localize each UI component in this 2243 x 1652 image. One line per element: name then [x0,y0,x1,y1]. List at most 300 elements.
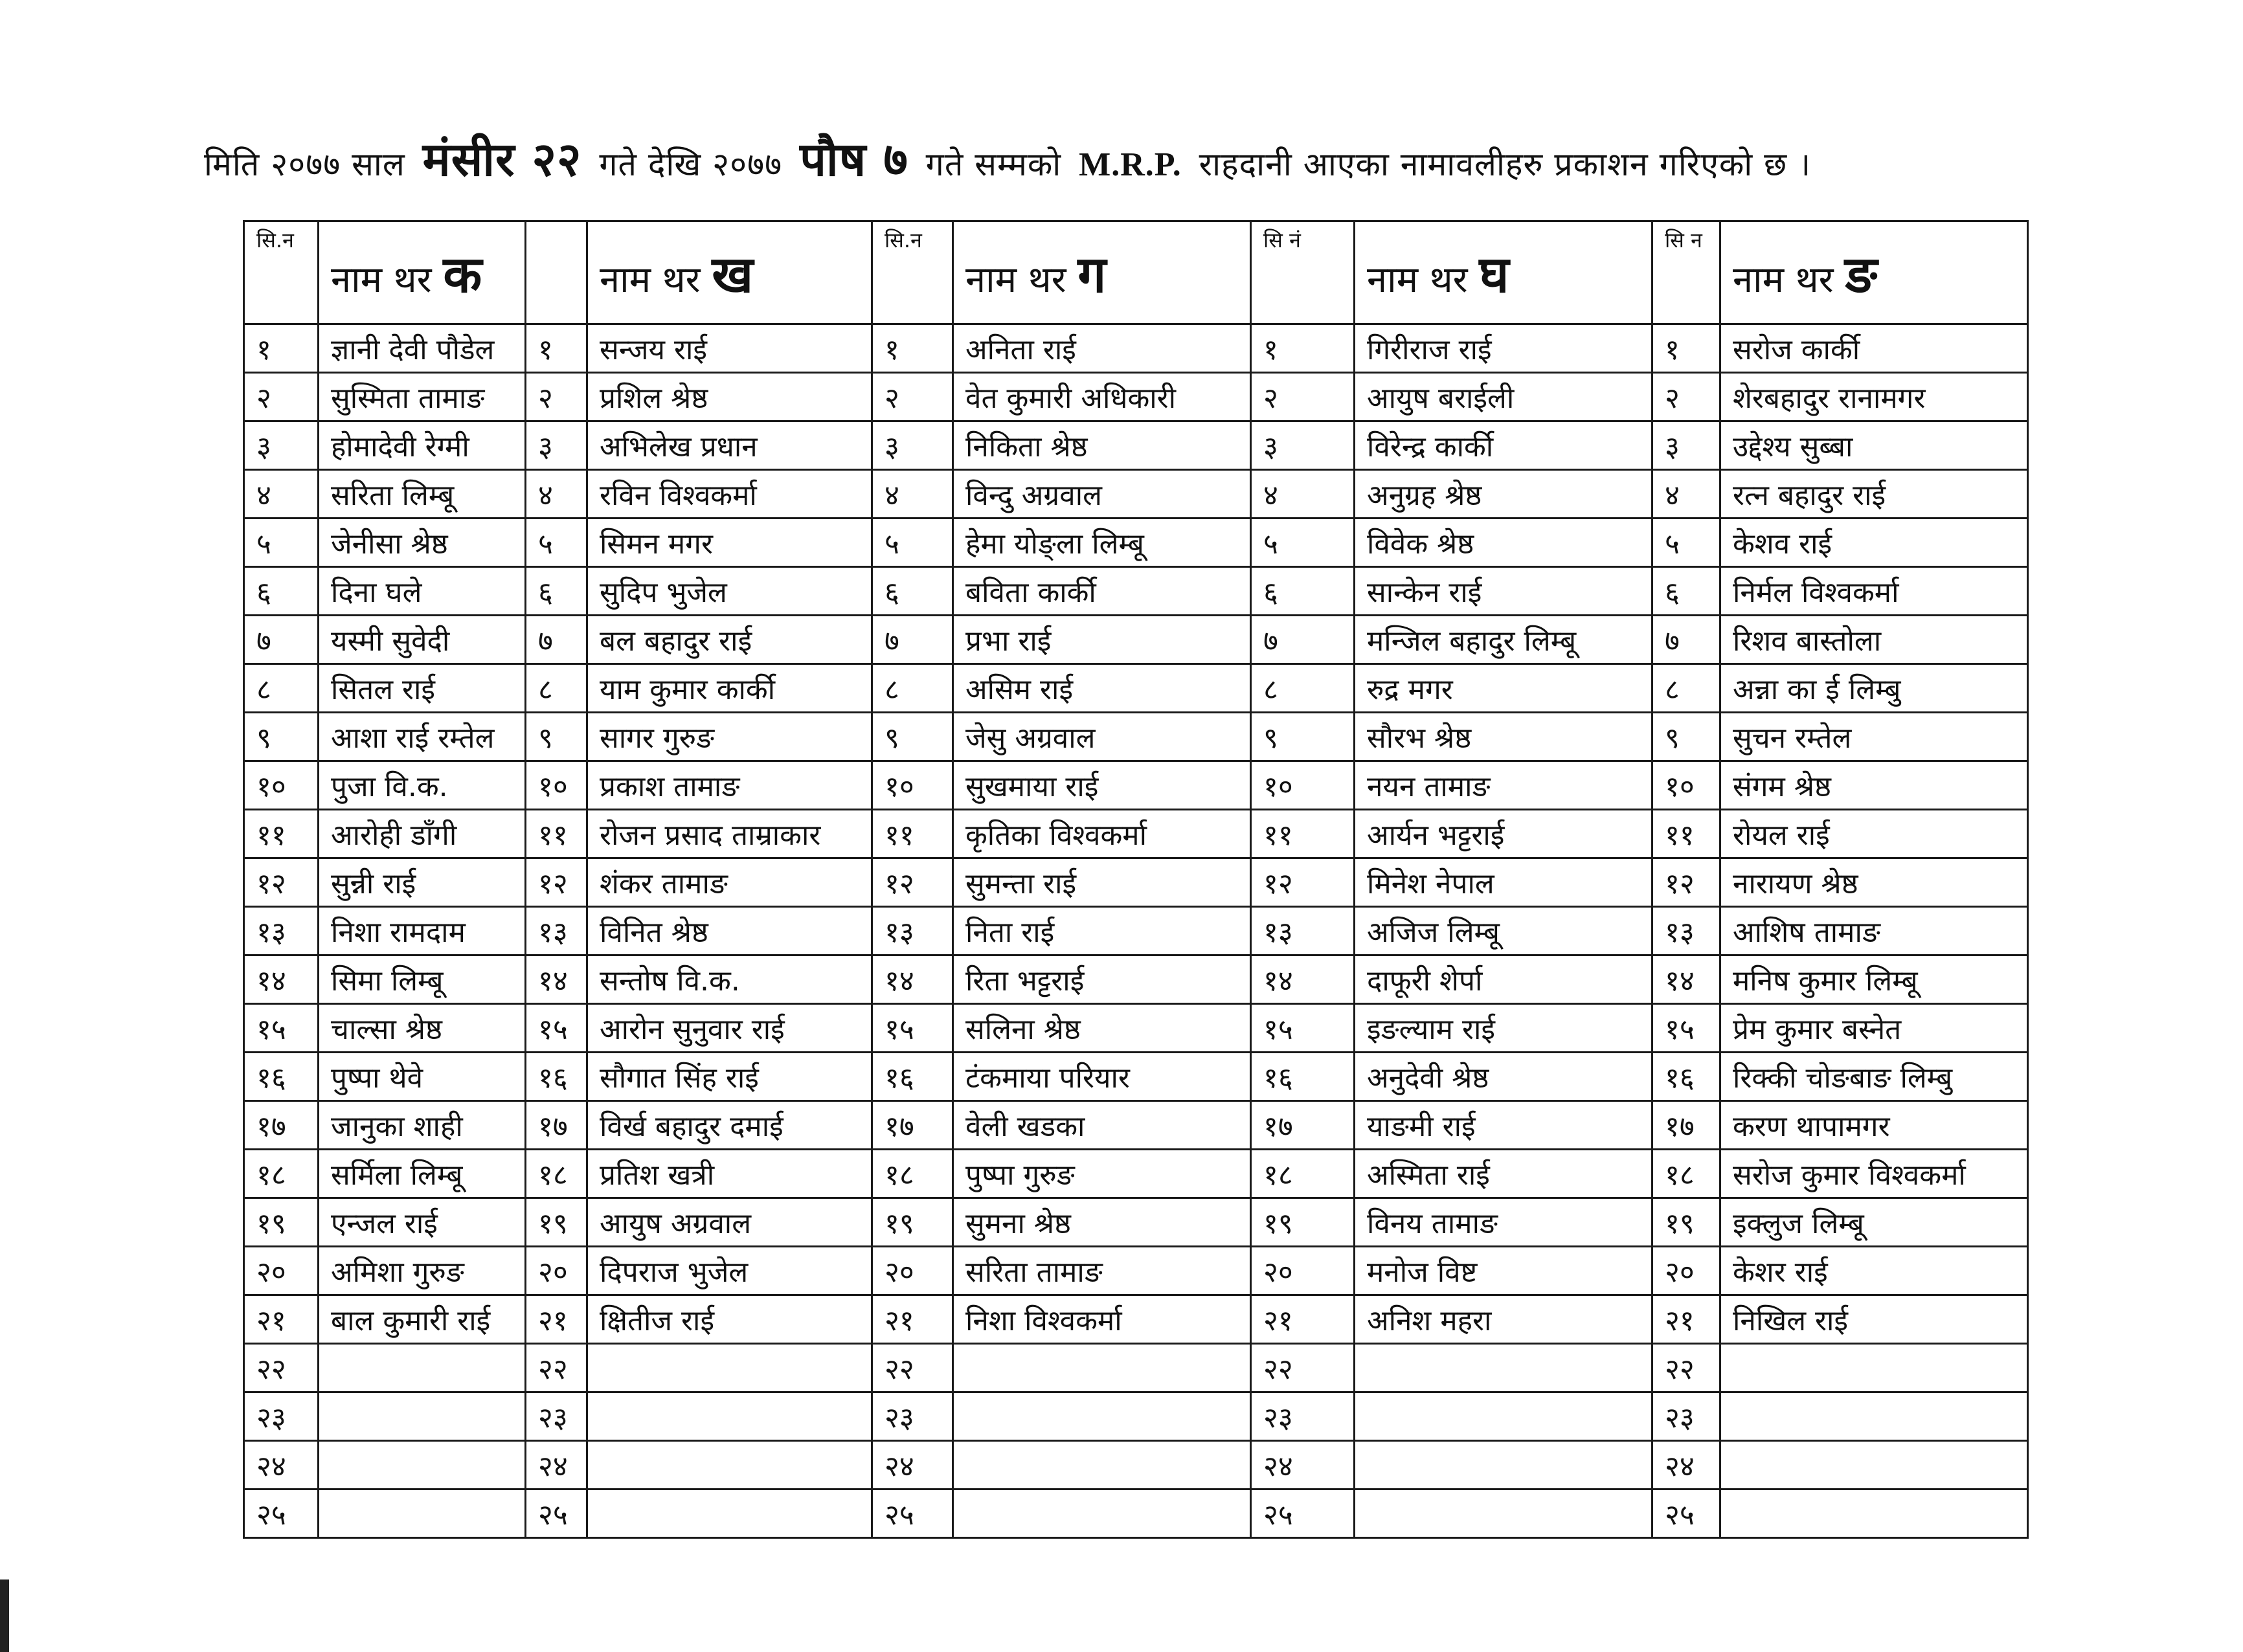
serial-number-cell: ११ [872,810,953,858]
serial-number-cell: १८ [526,1150,587,1198]
name-cell [1355,1441,1652,1490]
serial-number-cell: १४ [872,955,953,1004]
name-cell [319,1441,526,1490]
serial-number-cell: ४ [1652,470,1720,519]
serial-header: सि.न [872,221,953,324]
serial-number-cell: १९ [1652,1198,1720,1247]
name-cell: सुस्मिता तामाङ [319,373,526,421]
name-cell: इङल्याम राई [1355,1004,1652,1053]
serial-number-cell: १७ [1251,1101,1355,1150]
name-cell: केशर राई [1720,1247,2028,1295]
table-row [244,1295,2028,1344]
serial-number-cell: ८ [1251,664,1355,713]
serial-number-cell: २२ [872,1344,953,1392]
name-cell: दाफूरी शेर्पा [1355,955,1652,1004]
serial-number-cell: ९ [872,713,953,761]
name-cell: बविता कार्की [953,567,1251,616]
serial-header: सि न [1652,221,1720,324]
serial-number-cell: ८ [1652,664,1720,713]
name-cell: याम कुमार कार्की [587,664,872,713]
name-cell: सिमा लिम्बू [319,955,526,1004]
name-cell: हेमा योङ्ला लिम्बू [953,519,1251,567]
notice-heading [204,126,2147,190]
serial-number-cell: १२ [526,858,587,907]
serial-header: सि नं [1251,221,1355,324]
name-cell: अभिलेख प्रधान [587,421,872,470]
serial-number-cell: १५ [1251,1004,1355,1053]
name-cell: दिना घले [319,567,526,616]
serial-number-cell: १६ [872,1053,953,1101]
name-cell: सुदिप भुजेल [587,567,872,616]
name-cell: करण थापामगर [1720,1101,2028,1150]
serial-number-cell: १२ [244,858,319,907]
serial-number-cell: २० [1652,1247,1720,1295]
name-header-label: नाम थर [600,259,701,301]
name-cell: सौरभ श्रेष्ठ [1355,713,1652,761]
serial-number-cell: २० [1251,1247,1355,1295]
serial-number-cell: २४ [1251,1441,1355,1490]
name-cell: प्रेम कुमार बस्नेत [1720,1004,2028,1053]
name-cell: आरोन सुनुवार राई [587,1004,872,1053]
name-cell [587,1392,872,1441]
name-cell: चाल्सा श्रेष्ठ [319,1004,526,1053]
name-cell: निकिता श्रेष्ठ [953,421,1251,470]
heading-suffix: गते सम्मको [925,146,1062,183]
table-row [244,324,2028,373]
serial-number-cell: ४ [872,470,953,519]
name-cell: अनिता राई [953,324,1251,373]
serial-number-cell: २२ [244,1344,319,1392]
table-body [244,324,2028,1538]
serial-number-cell: १० [1251,761,1355,810]
name-cell: पुजा वि.क. [319,761,526,810]
name-cell: प्रशिल श्रेष्ठ [587,373,872,421]
name-cell: अनुदेवी श्रेष्ठ [1355,1053,1652,1101]
name-cell: सुन्नी राई [319,858,526,907]
name-header [319,221,526,324]
name-cell: सुमना श्रेष्ठ [953,1198,1251,1247]
name-cell: बल बहादुर राई [587,616,872,664]
name-header-label: नाम थर [331,259,432,301]
name-cell: निर्मल विश्वकर्मा [1720,567,2028,616]
table-row [244,713,2028,761]
serial-number-cell: १८ [1251,1150,1355,1198]
name-cell [319,1392,526,1441]
serial-number-cell: ४ [1251,470,1355,519]
name-cell: आशिष तामाङ [1720,907,2028,955]
serial-number-cell: ७ [526,616,587,664]
name-cell: सन्जय राई [587,324,872,373]
serial-number-cell: १३ [872,907,953,955]
serial-number-cell: २१ [526,1295,587,1344]
name-cell: सलिना श्रेष्ठ [953,1004,1251,1053]
name-cell: वेत कुमारी अधिकारी [953,373,1251,421]
serial-number-cell: १४ [1652,955,1720,1004]
name-cell [587,1490,872,1538]
name-cell: सुमन्ता राई [953,858,1251,907]
serial-number-cell: १२ [872,858,953,907]
serial-number-cell: २० [872,1247,953,1295]
name-cell: दिपराज भुजेल [587,1247,872,1295]
name-cell: इक्लुज लिम्बू [1720,1198,2028,1247]
name-header-letter: ख [712,246,754,304]
serial-number-cell: २३ [1251,1392,1355,1441]
name-cell: रविन विश्वकर्मा [587,470,872,519]
table-row [244,519,2028,567]
table-header-row [244,221,2028,324]
name-cell: रुद्र मगर [1355,664,1652,713]
name-cell [1720,1392,2028,1441]
name-header-letter: घ [1479,246,1509,304]
table-row [244,1004,2028,1053]
serial-number-cell: १९ [872,1198,953,1247]
serial-number-cell: २५ [1652,1490,1720,1538]
name-cell [587,1344,872,1392]
name-cell: रोयल राई [1720,810,2028,858]
name-cell: आयुष बराईली [1355,373,1652,421]
heading-end-date: पौष ७ [800,132,908,186]
serial-number-cell: ९ [244,713,319,761]
serial-number-cell: १० [244,761,319,810]
passport-name-table [243,220,2029,1539]
serial-number-cell: ११ [526,810,587,858]
name-cell: जेनीसा श्रेष्ठ [319,519,526,567]
serial-number-cell: ५ [526,519,587,567]
name-cell: विनय तामाङ [1355,1198,1652,1247]
name-cell: सौगात सिंह राई [587,1053,872,1101]
name-cell: विनित श्रेष्ठ [587,907,872,955]
name-cell [953,1392,1251,1441]
name-cell: पुष्पा गुरुङ [953,1150,1251,1198]
name-cell: प्रतिश खत्री [587,1150,872,1198]
name-cell: टंकमाया परियार [953,1053,1251,1101]
serial-number-cell: २५ [526,1490,587,1538]
name-cell [319,1344,526,1392]
serial-number-cell: १ [526,324,587,373]
serial-number-cell: २२ [1652,1344,1720,1392]
serial-number-cell: १६ [1251,1053,1355,1101]
serial-number-cell: १६ [1652,1053,1720,1101]
table-row [244,810,2028,858]
serial-number-cell: २४ [872,1441,953,1490]
heading-prefix: मिति २०७७ साल [204,146,405,183]
heading-mrp: M.R.P. [1079,146,1182,183]
name-cell [1720,1344,2028,1392]
name-cell: सरोज कुमार विश्वकर्मा [1720,1150,2028,1198]
name-cell: मिनेश नेपाल [1355,858,1652,907]
name-cell [1355,1490,1652,1538]
serial-number-cell: १४ [244,955,319,1004]
serial-number-cell: १३ [526,907,587,955]
serial-number-cell: ३ [244,421,319,470]
name-cell: मनोज विष्ट [1355,1247,1652,1295]
name-cell: शेरबहादुर रानामगर [1720,373,2028,421]
table-row [244,1490,2028,1538]
serial-number-cell: २४ [526,1441,587,1490]
table-row [244,1101,2028,1150]
serial-number-cell: ११ [1652,810,1720,858]
name-cell: सुचन रम्तेल [1720,713,2028,761]
name-cell [319,1490,526,1538]
table-row [244,955,2028,1004]
name-cell: आर्यन भट्टराई [1355,810,1652,858]
name-cell: याङमी राई [1355,1101,1652,1150]
serial-number-cell: २ [872,373,953,421]
name-cell: सरिता तामाङ [953,1247,1251,1295]
name-cell: मनिष कुमार लिम्बू [1720,955,2028,1004]
name-cell: मन्जिल बहादुर लिम्बू [1355,616,1652,664]
name-cell [953,1490,1251,1538]
serial-number-cell: ९ [1652,713,1720,761]
name-cell: क्षितीज राई [587,1295,872,1344]
heading-tail: राहदानी आएका नामावलीहरु प्रकाशन गरिएको छ । [1199,146,1812,183]
name-cell: कृतिका विश्वकर्मा [953,810,1251,858]
heading-start-date: मंसीर २२ [422,132,582,186]
table-row [244,664,2028,713]
name-cell [1355,1344,1652,1392]
name-cell: एन्जल राई [319,1198,526,1247]
name-cell: सरोज कार्की [1720,324,2028,373]
serial-number-cell: २५ [1251,1490,1355,1538]
serial-number-cell: ५ [1652,519,1720,567]
name-cell: अन्ना का ई लिम्बु [1720,664,2028,713]
serial-number-cell: ११ [244,810,319,858]
name-header [587,221,872,324]
name-header-letter: ग [1077,246,1107,304]
name-cell: आयुष अग्रवाल [587,1198,872,1247]
serial-number-cell: १ [244,324,319,373]
name-cell: सिमन मगर [587,519,872,567]
serial-number-cell: ६ [1652,567,1720,616]
serial-number-cell: ७ [1251,616,1355,664]
name-header-label: नाम थर [1367,259,1468,301]
name-cell: निशा विश्वकर्मा [953,1295,1251,1344]
name-cell: विन्दु अग्रवाल [953,470,1251,519]
serial-number-cell: १५ [872,1004,953,1053]
serial-number-cell: ९ [526,713,587,761]
name-cell: अमिशा गुरुङ [319,1247,526,1295]
serial-number-cell: २३ [872,1392,953,1441]
serial-number-cell: ४ [526,470,587,519]
serial-number-cell: १० [526,761,587,810]
serial-number-cell: ७ [1652,616,1720,664]
name-header [953,221,1251,324]
name-cell [1355,1392,1652,1441]
name-cell: अजिज लिम्बू [1355,907,1652,955]
serial-number-cell: २ [526,373,587,421]
serial-number-cell: १३ [1652,907,1720,955]
serial-number-cell: १४ [526,955,587,1004]
name-cell: सितल राई [319,664,526,713]
table-row [244,1392,2028,1441]
name-cell: रिक्की चोङबाङ लिम्बु [1720,1053,2028,1101]
name-cell: आरोही डाँगी [319,810,526,858]
serial-number-cell: २३ [1652,1392,1720,1441]
serial-number-cell: १३ [1251,907,1355,955]
name-cell [953,1441,1251,1490]
serial-number-cell: १५ [526,1004,587,1053]
name-header-letter: ङ [1845,246,1878,304]
serial-number-cell: ३ [526,421,587,470]
serial-number-cell: २ [1652,373,1720,421]
serial-number-cell: १ [1251,324,1355,373]
serial-number-cell: ८ [526,664,587,713]
serial-number-cell: २ [1251,373,1355,421]
serial-number-cell: २१ [872,1295,953,1344]
serial-number-cell: ५ [1251,519,1355,567]
name-cell: अस्मिता राई [1355,1150,1652,1198]
serial-number-cell: २३ [244,1392,319,1441]
table-row [244,1053,2028,1101]
name-cell: पुष्पा थेवे [319,1053,526,1101]
serial-number-cell: २५ [244,1490,319,1538]
name-cell: विर्ख बहादुर दमाई [587,1101,872,1150]
serial-header [526,221,587,324]
serial-number-cell: ७ [244,616,319,664]
table-row [244,421,2028,470]
table-row [244,1441,2028,1490]
table-row [244,616,2028,664]
serial-number-cell: ६ [1251,567,1355,616]
table-row [244,858,2028,907]
serial-number-cell: १८ [872,1150,953,1198]
serial-number-cell: ७ [872,616,953,664]
serial-number-cell: ५ [244,519,319,567]
name-header-label: नाम थर [965,259,1066,301]
serial-number-cell: १२ [1652,858,1720,907]
name-cell [953,1344,1251,1392]
name-header [1720,221,2028,324]
table-row [244,761,2028,810]
name-cell: अनुग्रह श्रेष्ठ [1355,470,1652,519]
serial-number-cell: २ [244,373,319,421]
serial-number-cell: १४ [1251,955,1355,1004]
name-cell: सरिता लिम्बू [319,470,526,519]
serial-number-cell: १८ [1652,1150,1720,1198]
scan-edge-mark [0,1579,9,1652]
serial-number-cell: ८ [244,664,319,713]
serial-number-cell: १ [872,324,953,373]
name-cell: रोजन प्रसाद ताम्राकार [587,810,872,858]
name-cell: अनिश महरा [1355,1295,1652,1344]
name-cell: यस्मी सुवेदी [319,616,526,664]
name-cell: उद्देश्य सुब्बा [1720,421,2028,470]
serial-number-cell: ५ [872,519,953,567]
name-cell: बाल कुमारी राई [319,1295,526,1344]
table-row [244,567,2028,616]
serial-number-cell: १३ [244,907,319,955]
serial-number-cell: २४ [1652,1441,1720,1490]
name-cell: निखिल राई [1720,1295,2028,1344]
serial-number-cell: २४ [244,1441,319,1490]
serial-number-cell: १६ [244,1053,319,1101]
name-cell [587,1441,872,1490]
name-cell: जानुका शाही [319,1101,526,1150]
name-cell: सान्केन राई [1355,567,1652,616]
name-cell: रिशव बास्तोला [1720,616,2028,664]
serial-number-cell: १० [872,761,953,810]
name-cell: जेसु अग्रवाल [953,713,1251,761]
heading-mid: गते देखि २०७७ [599,146,783,183]
serial-number-cell: ८ [872,664,953,713]
serial-number-cell: ६ [244,567,319,616]
name-cell: निता राई [953,907,1251,955]
serial-number-cell: ६ [526,567,587,616]
name-cell: गिरीराज राई [1355,324,1652,373]
serial-number-cell: ३ [1251,421,1355,470]
name-cell: असिम राई [953,664,1251,713]
table-row [244,1198,2028,1247]
name-cell: सर्मिला लिम्बू [319,1150,526,1198]
name-cell: संगम श्रेष्ठ [1720,761,2028,810]
serial-number-cell: १७ [526,1101,587,1150]
serial-number-cell: १७ [244,1101,319,1150]
serial-number-cell: १५ [244,1004,319,1053]
serial-number-cell: २१ [244,1295,319,1344]
table-row [244,1150,2028,1198]
name-cell [1720,1490,2028,1538]
serial-number-cell: १९ [526,1198,587,1247]
serial-number-cell: १७ [1652,1101,1720,1150]
serial-number-cell: ३ [872,421,953,470]
serial-number-cell: १२ [1251,858,1355,907]
serial-number-cell: १० [1652,761,1720,810]
serial-number-cell: २५ [872,1490,953,1538]
name-cell: वेली खडका [953,1101,1251,1150]
name-cell: आशा राई रम्तेल [319,713,526,761]
serial-number-cell: १५ [1652,1004,1720,1053]
serial-number-cell: २१ [1652,1295,1720,1344]
name-cell [1720,1441,2028,1490]
table-row [244,907,2028,955]
name-cell: सन्तोष वि.क. [587,955,872,1004]
table-row [244,373,2028,421]
name-cell: होमादेवी रेग्मी [319,421,526,470]
serial-header: सि.न [244,221,319,324]
name-cell: विवेक श्रेष्ठ [1355,519,1652,567]
name-cell: सुखमाया राई [953,761,1251,810]
name-cell: नारायण श्रेष्ठ [1720,858,2028,907]
name-cell: रत्न बहादुर राई [1720,470,2028,519]
serial-number-cell: ४ [244,470,319,519]
name-header [1355,221,1652,324]
serial-number-cell: १८ [244,1150,319,1198]
serial-number-cell: २० [244,1247,319,1295]
name-cell: निशा रामदाम [319,907,526,955]
table-row [244,1344,2028,1392]
serial-number-cell: ३ [1652,421,1720,470]
serial-number-cell: १६ [526,1053,587,1101]
name-header-letter: क [443,246,482,304]
serial-number-cell: ११ [1251,810,1355,858]
serial-number-cell: १९ [244,1198,319,1247]
serial-number-cell: १७ [872,1101,953,1150]
name-cell: विरेन्द्र कार्की [1355,421,1652,470]
name-cell: केशव राई [1720,519,2028,567]
table-row [244,1247,2028,1295]
name-cell: शंकर तामाङ [587,858,872,907]
serial-number-cell: ६ [872,567,953,616]
serial-number-cell: २२ [1251,1344,1355,1392]
name-cell: ज्ञानी देवी पौडेल [319,324,526,373]
serial-number-cell: ९ [1251,713,1355,761]
serial-number-cell: २१ [1251,1295,1355,1344]
name-cell: प्रकाश तामाङ [587,761,872,810]
name-cell: रिता भट्टराई [953,955,1251,1004]
name-cell: प्रभा राई [953,616,1251,664]
name-header-label: नाम थर [1733,259,1834,301]
name-cell: सागर गुरुङ [587,713,872,761]
